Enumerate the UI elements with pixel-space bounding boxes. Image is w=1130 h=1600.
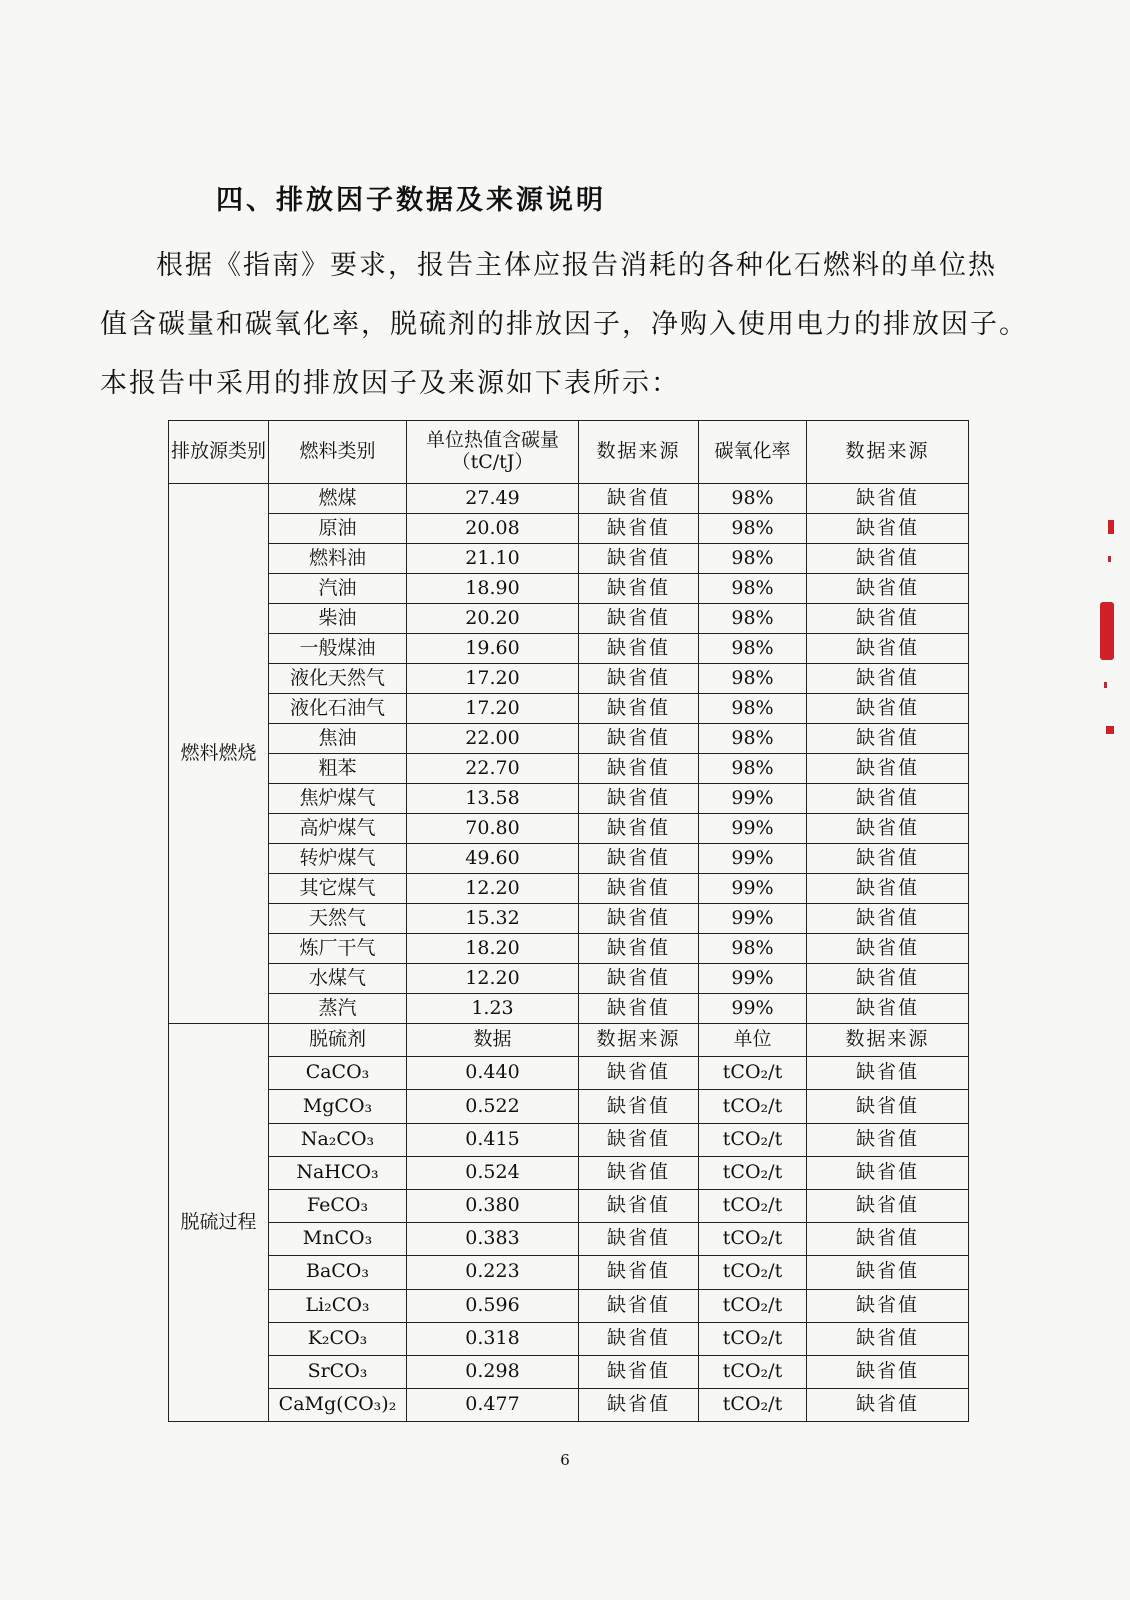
data-source: 缺省值: [579, 754, 699, 784]
emission-factor-value: 0.223: [407, 1256, 579, 1289]
carbon-content-value: 17.20: [407, 694, 579, 724]
header-oxidation-rate: 碳氧化率: [699, 421, 807, 484]
carbon-content-value: 18.90: [407, 574, 579, 604]
data-source: 缺省值: [579, 664, 699, 694]
table-row: [169, 1090, 969, 1123]
desulfurizer-name: MnCO₃: [269, 1223, 407, 1256]
desulfurizer-name: CaCO₃: [269, 1057, 407, 1090]
fuel-combustion-section: [169, 484, 969, 1024]
unit: tCO₂/t: [699, 1389, 807, 1422]
table-row: [169, 1189, 969, 1222]
oxidation-rate: 99%: [699, 964, 807, 994]
data-source: 缺省值: [579, 904, 699, 934]
data-source: 缺省值: [807, 574, 969, 604]
data-source: 缺省值: [807, 754, 969, 784]
data-source: 缺省值: [579, 604, 699, 634]
fuel-name: 燃煤: [269, 484, 407, 514]
unit: tCO₂/t: [699, 1223, 807, 1256]
data-source: 缺省值: [807, 814, 969, 844]
unit: tCO₂/t: [699, 1057, 807, 1090]
data-source: 缺省值: [579, 1223, 699, 1256]
desulfurization-subheader-row: [169, 1024, 969, 1057]
header-fuel-type: 燃料类别: [269, 421, 407, 484]
oxidation-rate: 98%: [699, 934, 807, 964]
desulfurizer-name: Na₂CO₃: [269, 1123, 407, 1156]
data-source: 缺省值: [807, 484, 969, 514]
oxidation-rate: 99%: [699, 784, 807, 814]
emission-factor-value: 0.415: [407, 1123, 579, 1156]
table-row: [169, 994, 969, 1024]
data-source: 缺省值: [579, 1090, 699, 1123]
oxidation-rate: 99%: [699, 904, 807, 934]
data-source: 缺省值: [579, 724, 699, 754]
table-row: [169, 784, 969, 814]
subheader-value: 数据: [407, 1024, 579, 1057]
table-row: [169, 754, 969, 784]
fuel-name: 其它煤气: [269, 874, 407, 904]
fuel-name: 炼厂干气: [269, 934, 407, 964]
data-source: 缺省值: [807, 514, 969, 544]
fuel-name: 原油: [269, 514, 407, 544]
table-row: [169, 1057, 969, 1090]
table-row: [169, 1123, 969, 1156]
desulfurizer-name: Li₂CO₃: [269, 1289, 407, 1322]
desulfurizer-name: K₂CO₃: [269, 1322, 407, 1355]
table-row: [169, 904, 969, 934]
oxidation-rate: 98%: [699, 514, 807, 544]
data-source: 缺省值: [579, 814, 699, 844]
unit: tCO₂/t: [699, 1322, 807, 1355]
category-fuel-combustion: 燃料燃烧: [169, 484, 269, 1024]
fuel-name: 天然气: [269, 904, 407, 934]
fuel-name: 粗苯: [269, 754, 407, 784]
data-source: 缺省值: [579, 994, 699, 1024]
intro-paragraph: [100, 236, 1050, 413]
unit: tCO₂/t: [699, 1289, 807, 1322]
data-source: 缺省值: [579, 1355, 699, 1388]
unit: tCO₂/t: [699, 1189, 807, 1222]
fuel-name: 柴油: [269, 604, 407, 634]
page-number: 6: [560, 1451, 570, 1469]
fuel-name: 液化天然气: [269, 664, 407, 694]
data-source: 缺省值: [807, 784, 969, 814]
data-source: 缺省值: [807, 964, 969, 994]
data-source: 缺省值: [807, 844, 969, 874]
oxidation-rate: 98%: [699, 634, 807, 664]
data-source: 缺省值: [579, 484, 699, 514]
data-source: 缺省值: [807, 1256, 969, 1289]
data-source: 缺省值: [579, 874, 699, 904]
fuel-name: 水煤气: [269, 964, 407, 994]
oxidation-rate: 98%: [699, 544, 807, 574]
data-source: 缺省值: [579, 1289, 699, 1322]
desulfurizer-name: FeCO₃: [269, 1189, 407, 1222]
emission-factor-value: 0.298: [407, 1355, 579, 1388]
desulfurizer-name: CaMg(CO₃)₂: [269, 1389, 407, 1422]
carbon-content-value: 13.58: [407, 784, 579, 814]
header-data-source: 数据来源: [579, 421, 699, 484]
carbon-content-value: 21.10: [407, 544, 579, 574]
data-source: 缺省值: [807, 664, 969, 694]
oxidation-rate: 98%: [699, 664, 807, 694]
paragraph-line: 值含碳量和碳氧化率，脱硫剂的排放因子，净购入使用电力的排放因子。: [100, 309, 1028, 340]
data-source: 缺省值: [807, 994, 969, 1024]
unit: tCO₂/t: [699, 1156, 807, 1189]
carbon-content-value: 20.20: [407, 604, 579, 634]
unit: tCO₂/t: [699, 1355, 807, 1388]
data-source: 缺省值: [807, 724, 969, 754]
fuel-name: 燃料油: [269, 544, 407, 574]
carbon-content-value: 49.60: [407, 844, 579, 874]
data-source: 缺省值: [579, 1057, 699, 1090]
table-row: [169, 1389, 969, 1422]
oxidation-rate: 99%: [699, 814, 807, 844]
data-source: 缺省值: [807, 604, 969, 634]
desulfurizer-name: NaHCO₃: [269, 1156, 407, 1189]
emission-factor-value: 0.440: [407, 1057, 579, 1090]
data-source: 缺省值: [579, 544, 699, 574]
paragraph-line: 本报告中采用的排放因子及来源如下表所示：: [100, 368, 680, 399]
carbon-content-value: 20.08: [407, 514, 579, 544]
data-source: 缺省值: [807, 1223, 969, 1256]
header-carbon-content: 单位热值含碳量（tC/tJ）: [407, 421, 579, 484]
oxidation-rate: 98%: [699, 604, 807, 634]
table-row: [169, 1322, 969, 1355]
data-source: 缺省值: [579, 844, 699, 874]
desulfurizer-name: MgCO₃: [269, 1090, 407, 1123]
oxidation-rate: 98%: [699, 754, 807, 784]
data-source: 缺省值: [579, 1322, 699, 1355]
unit: tCO₂/t: [699, 1090, 807, 1123]
data-source: 缺省值: [579, 694, 699, 724]
data-source: 缺省值: [579, 1123, 699, 1156]
emission-factor-value: 0.383: [407, 1223, 579, 1256]
table-row: [169, 814, 969, 844]
emission-factor-value: 0.318: [407, 1322, 579, 1355]
data-source: 缺省值: [807, 1189, 969, 1222]
table-row: [169, 874, 969, 904]
header-source-category: 排放源类别: [169, 421, 269, 484]
data-source: 缺省值: [807, 1156, 969, 1189]
table-row: [169, 664, 969, 694]
table-row: [169, 724, 969, 754]
emission-factor-value: 0.477: [407, 1389, 579, 1422]
table-row: [169, 484, 969, 514]
subheader-unit: 单位: [699, 1024, 807, 1057]
data-source: 缺省值: [579, 1389, 699, 1422]
oxidation-rate: 99%: [699, 844, 807, 874]
desulfurizer-name: BaCO₃: [269, 1256, 407, 1289]
fuel-name: 汽油: [269, 574, 407, 604]
table-row: [169, 514, 969, 544]
fuel-name: 焦油: [269, 724, 407, 754]
emission-factor-value: 0.524: [407, 1156, 579, 1189]
table-row: [169, 1156, 969, 1189]
data-source: 缺省值: [579, 1156, 699, 1189]
table-row: [169, 634, 969, 664]
emission-factor-value: 0.380: [407, 1189, 579, 1222]
desulfurization-section: [169, 1024, 969, 1422]
data-source: 缺省值: [807, 904, 969, 934]
oxidation-rate: 98%: [699, 574, 807, 604]
fuel-name: 一般煤油: [269, 634, 407, 664]
subheader-desulfurizer: 脱硫剂: [269, 1024, 407, 1057]
section-heading: 四、排放因子数据及来源说明: [216, 185, 606, 216]
table-row: [169, 604, 969, 634]
data-source: 缺省值: [807, 1355, 969, 1388]
fuel-name: 蒸汽: [269, 994, 407, 1024]
data-source: 缺省值: [807, 1057, 969, 1090]
data-source: 缺省值: [807, 874, 969, 904]
data-source: 缺省值: [579, 1189, 699, 1222]
data-source: 缺省值: [807, 1322, 969, 1355]
table-row: [169, 1256, 969, 1289]
oxidation-rate: 99%: [699, 874, 807, 904]
data-source: 缺省值: [579, 964, 699, 994]
fuel-name: 高炉煤气: [269, 814, 407, 844]
data-source: 缺省值: [579, 1256, 699, 1289]
paragraph-line: 根据《指南》要求，报告主体应报告消耗的各种化石燃料的单位热: [156, 250, 997, 281]
table-row: [169, 574, 969, 604]
table-row: [169, 1223, 969, 1256]
emission-factor-value: 0.596: [407, 1289, 579, 1322]
data-source: 缺省值: [807, 1090, 969, 1123]
emission-factor-table: [168, 420, 969, 1422]
data-source: 缺省值: [579, 934, 699, 964]
data-source: 缺省值: [807, 1123, 969, 1156]
carbon-content-value: 22.70: [407, 754, 579, 784]
unit: tCO₂/t: [699, 1256, 807, 1289]
carbon-content-value: 17.20: [407, 664, 579, 694]
data-source: 缺省值: [579, 574, 699, 604]
table-row: [169, 1289, 969, 1322]
oxidation-rate: 98%: [699, 724, 807, 754]
data-source: 缺省值: [807, 694, 969, 724]
carbon-content-value: 18.20: [407, 934, 579, 964]
subheader-data-source: 数据来源: [807, 1024, 969, 1057]
table-row: [169, 934, 969, 964]
oxidation-rate: 99%: [699, 994, 807, 1024]
category-desulfurization: 脱硫过程: [169, 1024, 269, 1422]
table-row: [169, 844, 969, 874]
table-row: [169, 694, 969, 724]
data-source: 缺省值: [807, 544, 969, 574]
fuel-name: 液化石油气: [269, 694, 407, 724]
data-source: 缺省值: [807, 1389, 969, 1422]
carbon-content-value: 15.32: [407, 904, 579, 934]
data-source: 缺省值: [807, 634, 969, 664]
fuel-name: 焦炉煤气: [269, 784, 407, 814]
carbon-content-value: 22.00: [407, 724, 579, 754]
desulfurizer-name: SrCO₃: [269, 1355, 407, 1388]
unit: tCO₂/t: [699, 1123, 807, 1156]
data-source: 缺省值: [807, 934, 969, 964]
carbon-content-value: 70.80: [407, 814, 579, 844]
subheader-data-source: 数据来源: [579, 1024, 699, 1057]
fuel-name: 转炉煤气: [269, 844, 407, 874]
data-source: 缺省值: [579, 514, 699, 544]
carbon-content-value: 27.49: [407, 484, 579, 514]
oxidation-rate: 98%: [699, 694, 807, 724]
table-row: [169, 964, 969, 994]
data-source: 缺省值: [579, 634, 699, 664]
table-header-row: [169, 421, 969, 484]
oxidation-rate: 98%: [699, 484, 807, 514]
emission-factor-value: 0.522: [407, 1090, 579, 1123]
carbon-content-value: 12.20: [407, 874, 579, 904]
table-row: [169, 544, 969, 574]
carbon-content-value: 19.60: [407, 634, 579, 664]
carbon-content-value: 1.23: [407, 994, 579, 1024]
carbon-content-value: 12.20: [407, 964, 579, 994]
header-data-source: 数据来源: [807, 421, 969, 484]
data-source: 缺省值: [807, 1289, 969, 1322]
data-source: 缺省值: [579, 784, 699, 814]
table-row: [169, 1355, 969, 1388]
